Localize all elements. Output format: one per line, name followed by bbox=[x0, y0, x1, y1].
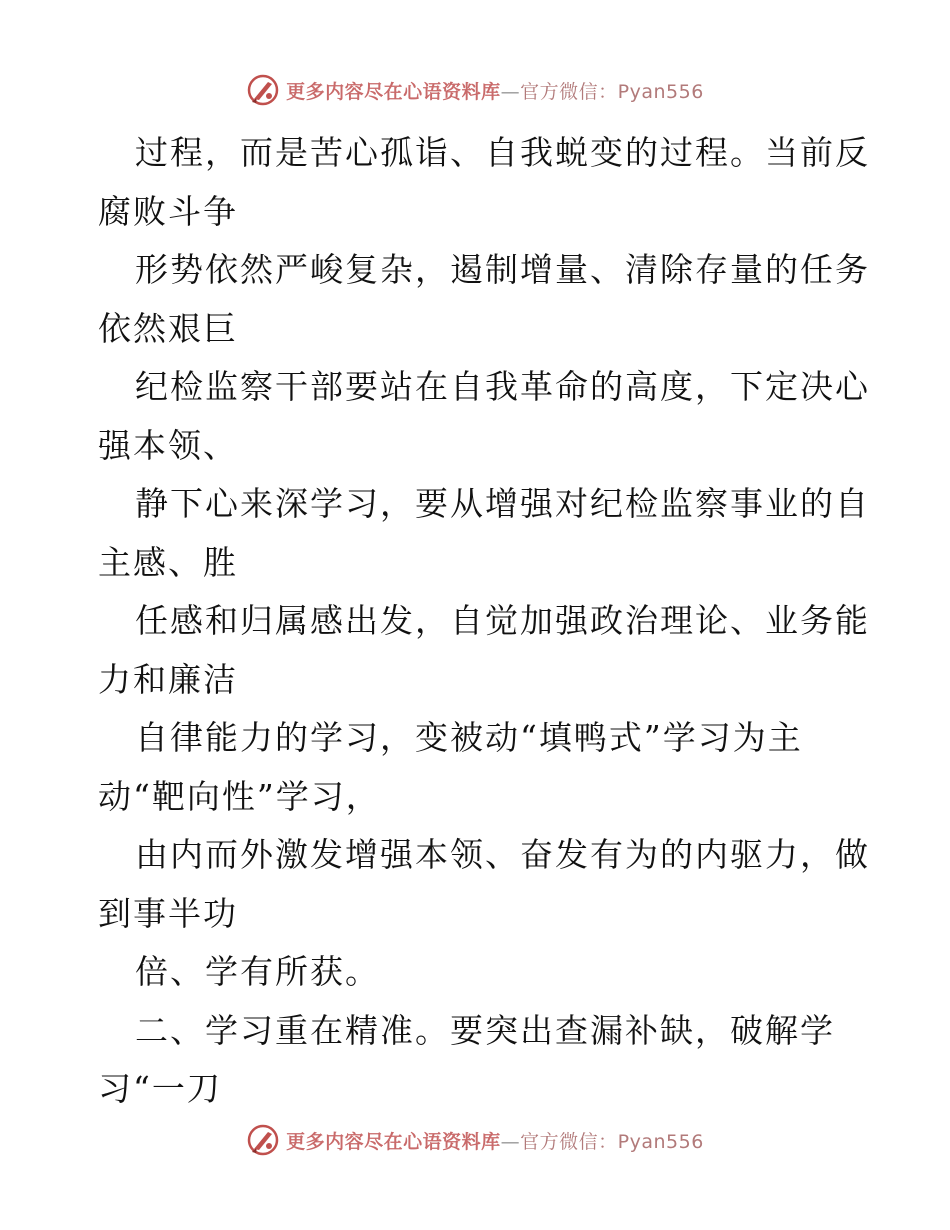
text-line: 力和廉洁 bbox=[98, 659, 238, 699]
text-line: 习“一刀 bbox=[98, 1069, 222, 1108]
text-line: 依然艰巨 bbox=[98, 308, 238, 348]
text-line: 到事半功 bbox=[98, 893, 238, 933]
document-body bbox=[98, 124, 870, 1119]
text-line: 二、学习重在精准。要突出查漏补缺，破解学 bbox=[135, 1010, 835, 1050]
text-line: 由内而外激发增强本领、奋发有为的内驱力，做 bbox=[135, 835, 870, 874]
watermark-text bbox=[286, 77, 704, 104]
text-line: 形势依然严峻复杂，遏制增量、清除存量的任务 bbox=[135, 250, 870, 289]
watermark-wechat-text: 官方微信：Pyan556 bbox=[520, 80, 704, 103]
text-line: 主感、胜 bbox=[98, 542, 238, 582]
text-line: 任感和归属感出发，自觉加强政治理论、业务能 bbox=[135, 601, 870, 640]
footer-watermark bbox=[0, 1120, 950, 1160]
watermark-main-text: 更多内容尽在心语资料库 bbox=[286, 1130, 501, 1153]
quill-seal-icon bbox=[246, 1123, 280, 1157]
watermark-main-text: 更多内容尽在心语资料库 bbox=[286, 80, 501, 103]
quill-seal-icon bbox=[246, 73, 280, 107]
watermark-separator: — bbox=[500, 80, 521, 103]
text-line: 自律能力的学习，变被动“填鸭式”学习为主 bbox=[135, 718, 803, 757]
text-line: 倍、学有所获。 bbox=[135, 952, 380, 991]
text-line: 动“靶向性”学习， bbox=[98, 776, 381, 816]
text-line: 纪检监察干部要站在自我革命的高度，下定决心 bbox=[135, 367, 870, 406]
watermark-wechat-text: 官方微信：Pyan556 bbox=[520, 1130, 704, 1153]
text-line: 静下心来深学习，要从增强对纪检监察事业的自 bbox=[135, 484, 870, 523]
text-line: 腐败斗争 bbox=[98, 191, 238, 231]
text-line: 强本领、 bbox=[98, 425, 238, 465]
watermark-separator: — bbox=[500, 1130, 521, 1153]
header-watermark bbox=[0, 70, 950, 110]
text-line: 过程，而是苦心孤诣、自我蜕变的过程。当前反 bbox=[135, 133, 870, 172]
watermark-text bbox=[286, 1127, 704, 1154]
